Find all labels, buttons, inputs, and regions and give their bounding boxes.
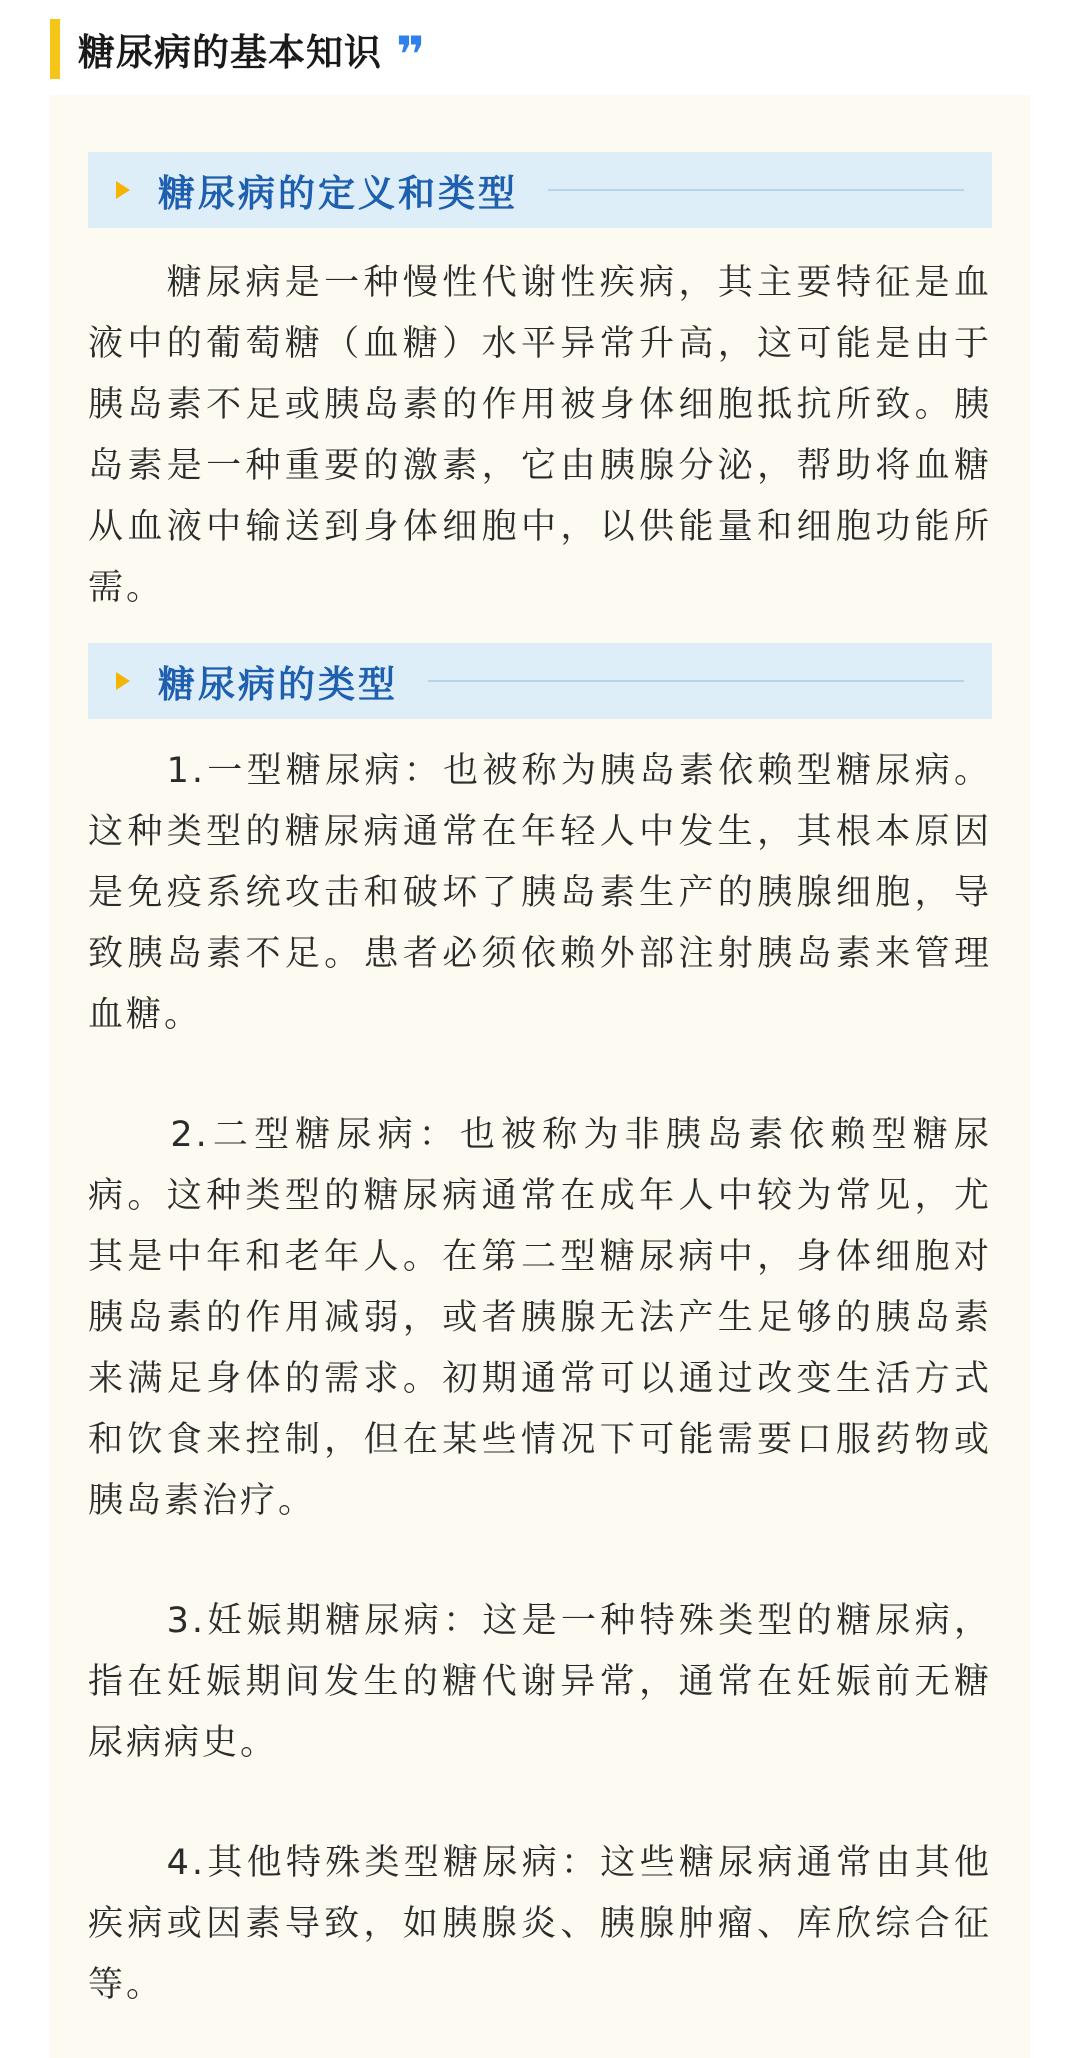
type-4-paragraph: 4.其他特殊类型糖尿病：这些糖尿病通常由其他疾病或因素导致，如胰腺炎、胰腺肿瘤、库欣综合征等。 — [88, 1843, 992, 2005]
type-1-paragraph: 1.一型糖尿病：也被称为胰岛素依赖型糖尿病。这种类型的糖尿病通常在年轻人中发生，其根本原因是免疫系统攻击和破坏了胰岛素生产的胰腺细胞，导致胰岛素不足。患者必须依赖外部注射胰岛素来管理血糖。 — [88, 751, 992, 1035]
article-header — [50, 18, 426, 84]
triangle-bullet-icon — [116, 181, 130, 199]
quote-icon: ❞ — [396, 26, 426, 84]
heading-divider — [428, 680, 964, 682]
type-2-paragraph: 2.二型糖尿病：也被称为非胰岛素依赖型糖尿病。这种类型的糖尿病通常在成年人中较为常见，尤其是中年和老年人。在第二型糖尿病中，身体细胞对胰岛素的作用减弱，或者胰腺无法产生足够的胰岛素来满足身体的需求。初期通常可以通过改变生活方式和饮食来控制，但在某些情况下可能需要口服药物或胰岛素治疗。 — [88, 1115, 992, 1521]
title-accent-bar — [50, 19, 60, 79]
section-heading-types — [88, 643, 992, 719]
section-heading-definition — [88, 152, 992, 228]
type-3-paragraph: 3.妊娠期糖尿病：这是一种特殊类型的糖尿病，指在妊娠期间发生的糖代谢异常，通常在妊娠前无糖尿病病史。 — [88, 1601, 992, 1763]
definition-paragraph: 糖尿病是一种慢性代谢性疾病，其主要特征是血液中的葡萄糖（血糖）水平异常升高，这可能是由于胰岛素不足或胰岛素的作用被身体细胞抵抗所致。胰岛素是一种重要的激素，它由胰腺分泌，帮助将血糖从血液中输送到身体细胞中，以供能量和细胞功能所需。 — [88, 263, 992, 608]
section-heading-label: 糖尿病的定义和类型 — [158, 172, 518, 215]
section-heading-label: 糖尿病的类型 — [158, 663, 398, 706]
page-title: 糖尿病的基本知识 — [78, 31, 382, 74]
heading-divider — [548, 189, 964, 191]
triangle-bullet-icon — [116, 672, 130, 690]
